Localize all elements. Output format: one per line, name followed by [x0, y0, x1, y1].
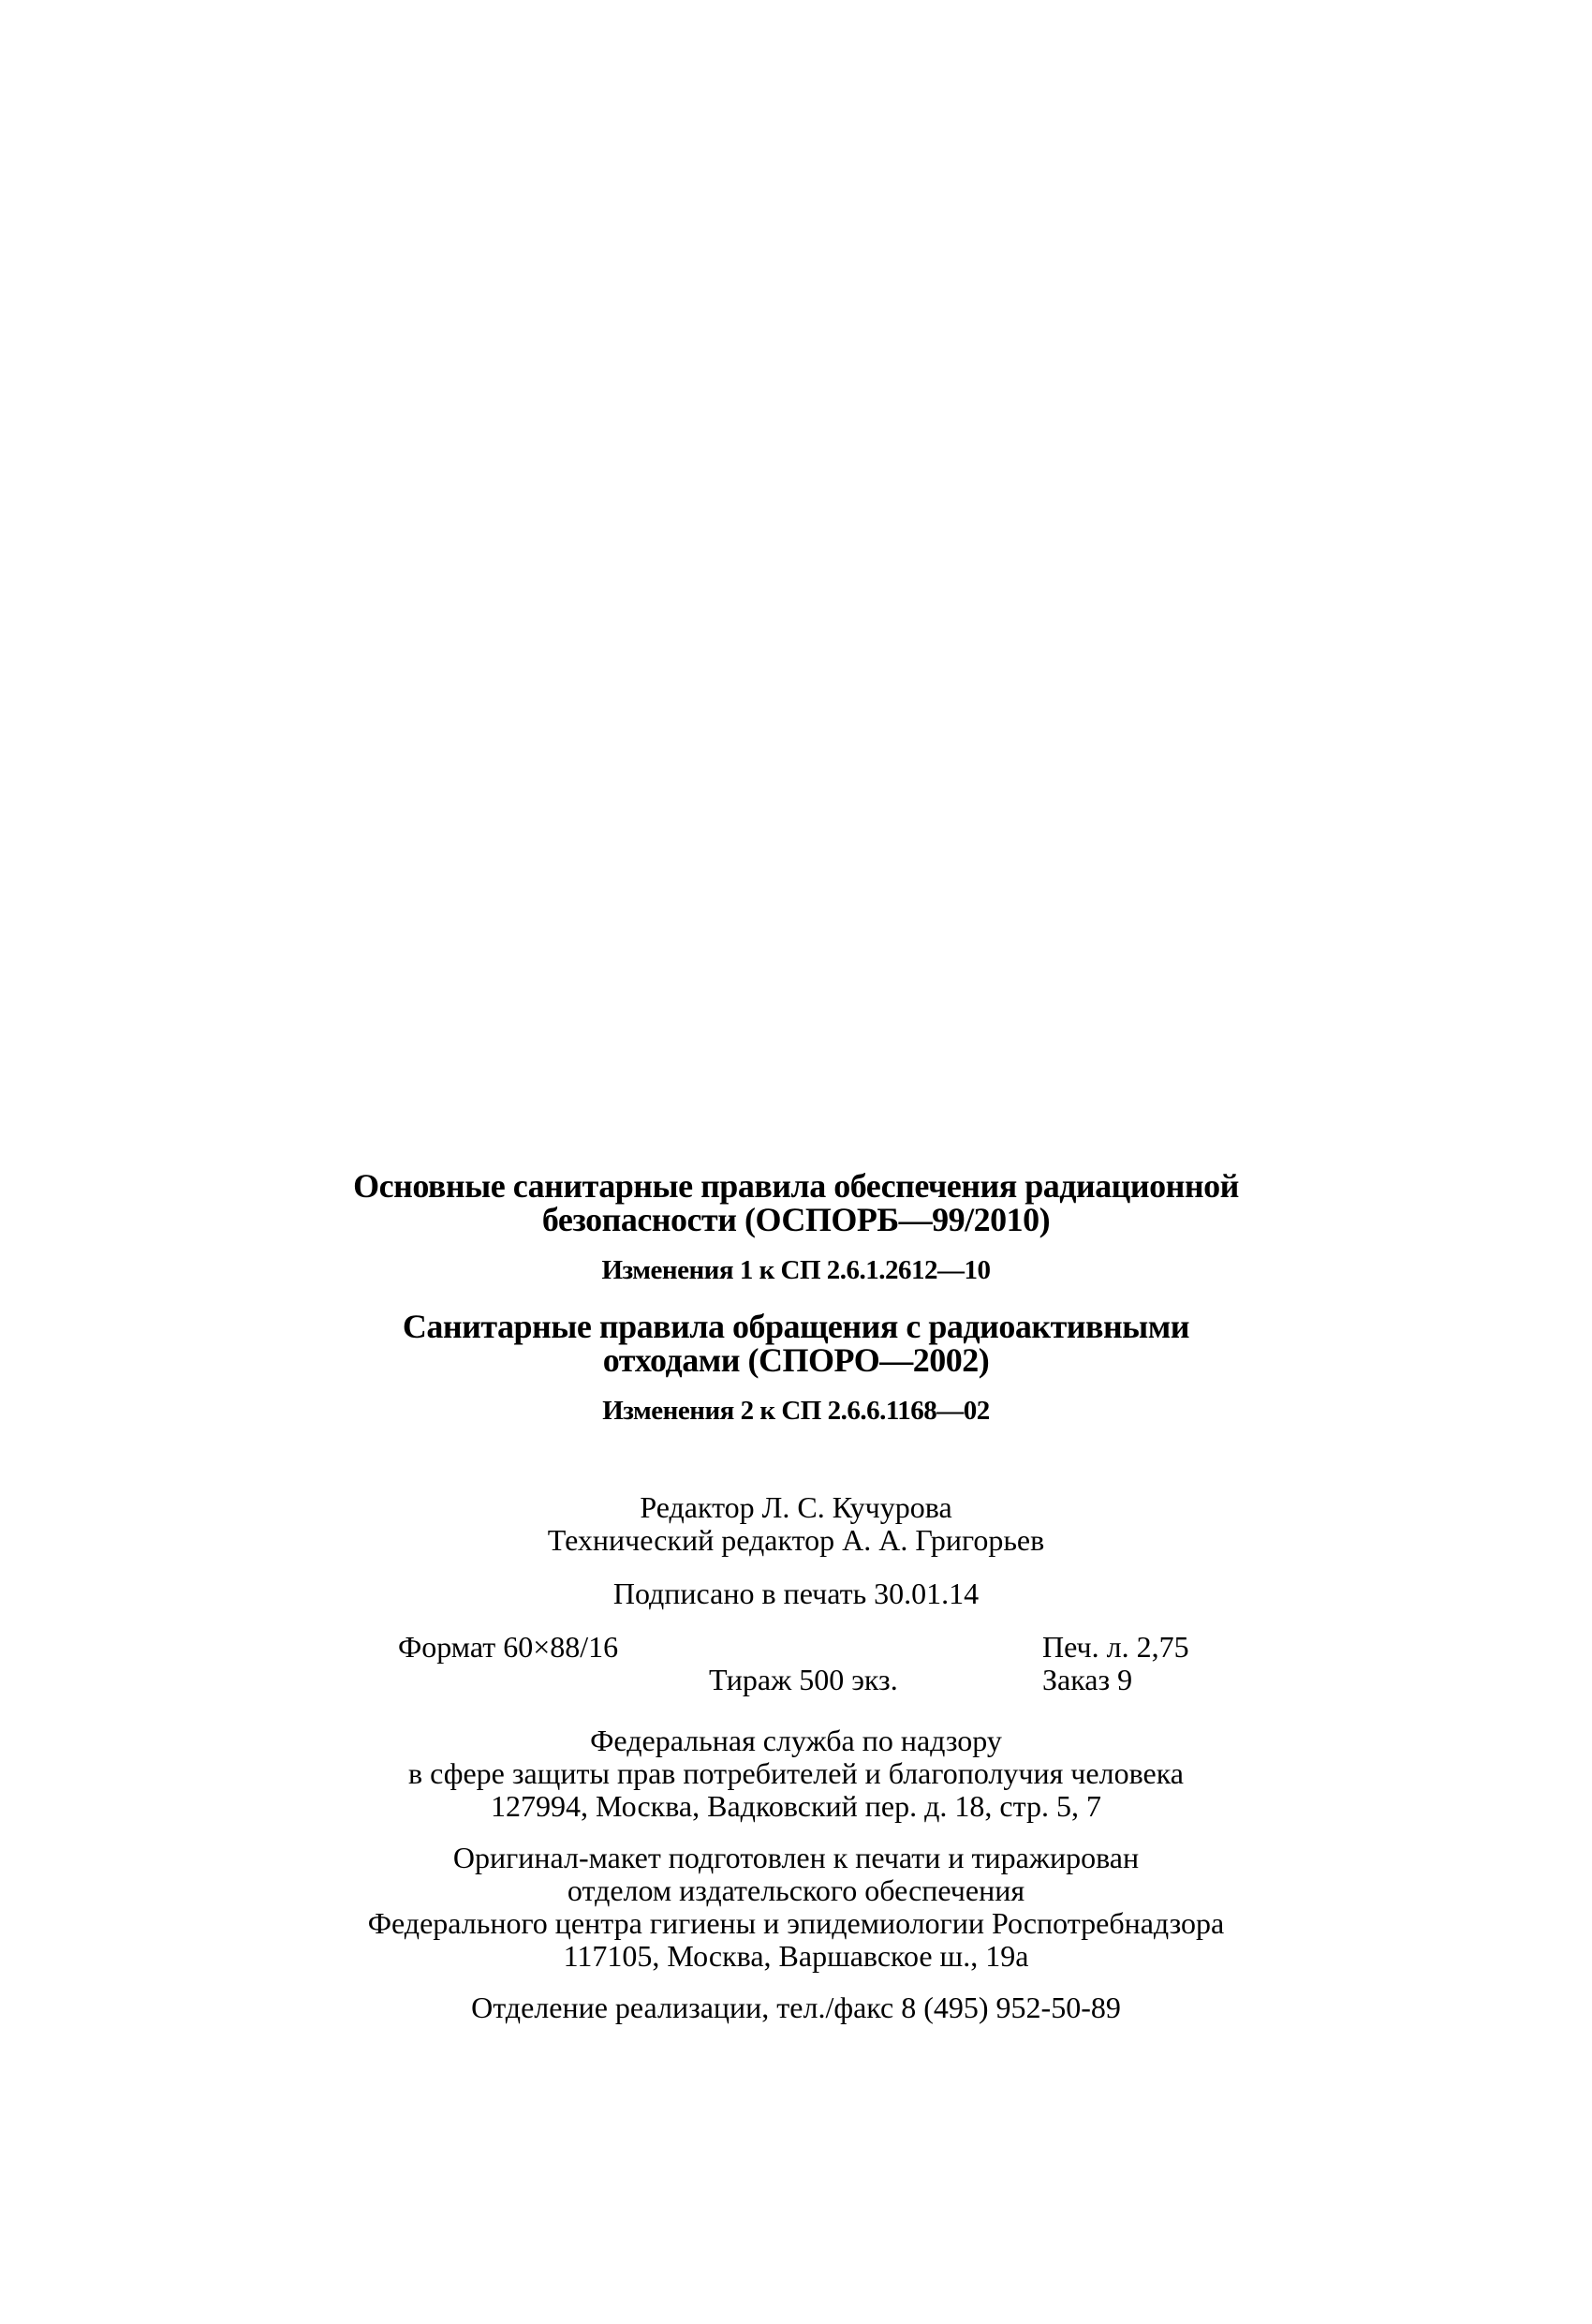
producer-line: отделом издательского обеспечения [567, 1873, 1025, 1907]
editors-block [0, 1491, 1592, 1557]
tech-editor-line: Технический редактор А. А. Григорьев [547, 1523, 1045, 1557]
editor-line: Редактор Л. С. Кучурова [640, 1490, 952, 1524]
signed-to-print: Подписано в печать 30.01.14 [612, 1576, 980, 1610]
amendment-osporb: Изменения 1 к СП 2.6.1.2612—10 [601, 1255, 991, 1285]
print-sheets-spec: Печ. л. 2,75 [1042, 1630, 1189, 1664]
format-spec: Формат 60×88/16 [398, 1630, 619, 1664]
title-line: Санитарные правила обращения с радиоактивными [402, 1308, 1190, 1345]
producer-block [0, 1842, 1592, 1973]
producer-line: Оригинал-макет подготовлен к печати и тиражирован [452, 1841, 1140, 1874]
imprint-page [0, 1169, 1592, 2024]
document-title-sporo [0, 1310, 1592, 1377]
order-number-spec: Заказ 9 [1042, 1663, 1133, 1696]
sales-department-contact: Отделение реализации, тел./факс 8 (495) 952-50-89 [471, 1991, 1121, 2024]
print-run-spec: Тираж 500 экз. [709, 1663, 898, 1696]
producer-line: Федерального центра гигиены и эпидемиологии Роспотребнадзора [367, 1906, 1225, 1940]
amendment-sporo: Изменения 2 к СП 2.6.6.1168—02 [602, 1396, 990, 1426]
agency-address: 127994, Москва, Вадковский пер. д. 18, стр. 5, 7 [491, 1789, 1101, 1823]
publisher-agency-block [0, 1724, 1592, 1823]
agency-line: в сфере защиты прав потребителей и благополучия человека [408, 1756, 1184, 1790]
title-line: безопасности (ОСПОРБ—99/2010) [541, 1201, 1051, 1238]
document-title-osporb [0, 1169, 1592, 1236]
title-line: отходами (СПОРО—2002) [602, 1341, 990, 1379]
print-specs [0, 1631, 1592, 1698]
agency-line: Федеральная служба по надзору [590, 1724, 1002, 1757]
title-line: Основные санитарные правила обеспечения радиационной [353, 1167, 1239, 1205]
producer-address: 117105, Москва, Варшавское ш., 19а [563, 1939, 1029, 1973]
